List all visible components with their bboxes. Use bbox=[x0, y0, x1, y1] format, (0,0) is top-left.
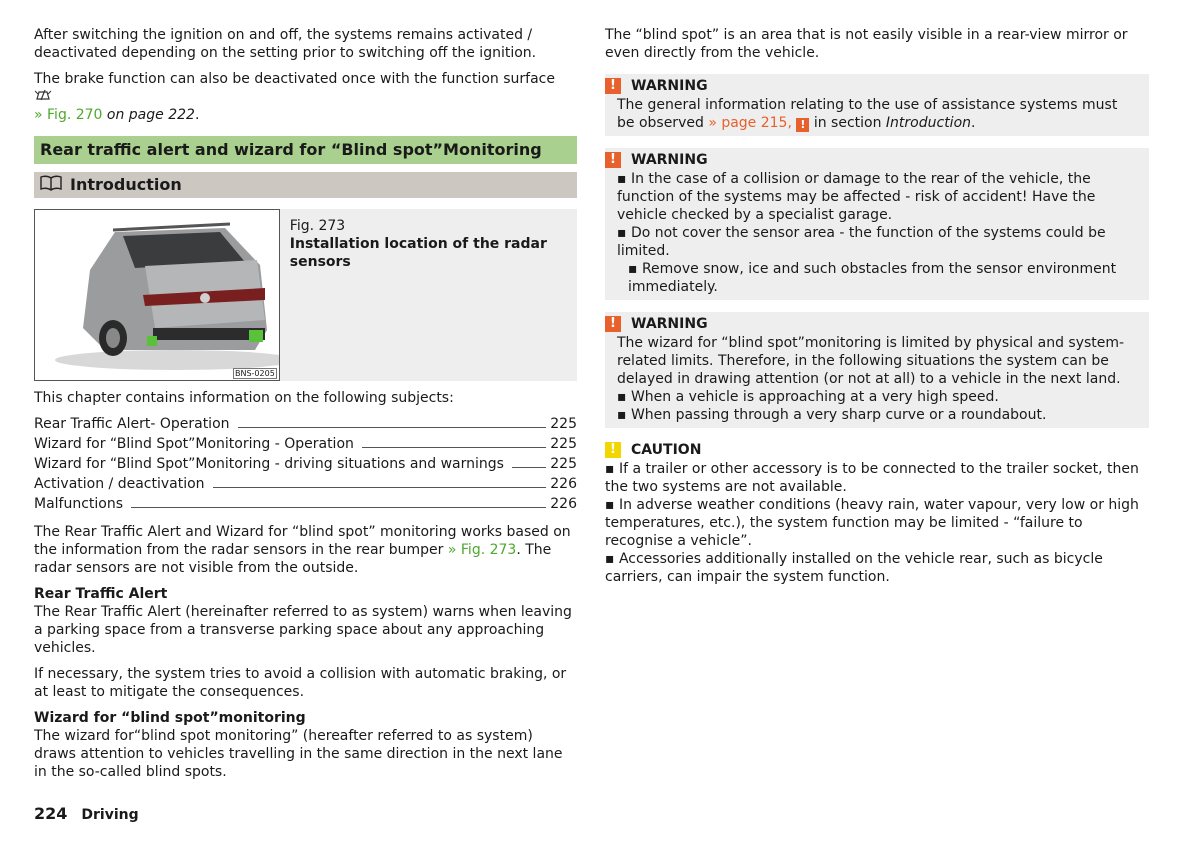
list-subitem: ▪ Remove snow, ice and such obstacles from the sensor environment immediately. bbox=[628, 261, 1117, 295]
page-footer bbox=[34, 805, 139, 824]
toc-item[interactable]: Wizard for “Blind Spot”Monitoring - Operation 225 bbox=[34, 436, 577, 452]
book-icon bbox=[40, 175, 62, 196]
radar-sensor-car-image bbox=[34, 209, 280, 381]
page-number: 224 bbox=[34, 804, 68, 823]
list-item: ▪ When passing through a very sharp curve or a roundabout. bbox=[617, 407, 1047, 423]
warning-title: WARNING bbox=[631, 316, 708, 332]
caution-title: CAUTION bbox=[631, 442, 702, 458]
link-fig-273[interactable]: » Fig. 273 bbox=[447, 542, 517, 558]
warning-title: WARNING bbox=[631, 78, 708, 94]
warning-box-1 bbox=[605, 74, 1149, 136]
introduction-heading: Introduction bbox=[34, 172, 577, 198]
warning-text: The wizard for “blind spot”monitoring is limited by physical and system-related limits. Therefore, in the following situations the system can be delayed in drawing attention (or not at all) to a vehicle in the next land. bbox=[617, 335, 1125, 387]
list-item: ▪ In the case of a collision or damage to the rear of the vehicle, the function of the systems may be affected - risk of accident! Have the vehicle checked by a specialist garage. bbox=[617, 171, 1096, 223]
figure-title: Installation location of the radar sensors bbox=[289, 236, 547, 270]
link-page-215[interactable]: » page 215, bbox=[708, 115, 792, 131]
list-item: ▪ Accessories additionally installed on the vehicle rear, such as bicycle carriers, can impair the system function. bbox=[605, 551, 1103, 585]
toc-item[interactable]: Malfunctions 226 bbox=[34, 496, 577, 512]
toc-item[interactable]: Rear Traffic Alert- Operation 225 bbox=[34, 416, 577, 432]
list-item: ▪ If a trailer or other accessory is to be connected to the trailer socket, then the two systems are not available. bbox=[605, 461, 1139, 495]
list-item: ▪ Do not cover the sensor area - the function of the systems could be limited. bbox=[617, 225, 1106, 259]
figure-caption bbox=[280, 209, 577, 381]
figure-code: BNS-0205 bbox=[234, 369, 275, 378]
paragraph-rear-traffic-alert: The Rear Traffic Alert (hereinafter referred to as system) warns when leaving a parking space from a transverse parking space about any approaching vehicles. bbox=[34, 604, 572, 656]
figure-number: Fig. 273 bbox=[289, 218, 346, 234]
heading-rear-traffic-alert: Rear Traffic Alert bbox=[34, 586, 168, 602]
table-of-contents bbox=[34, 415, 577, 515]
warning-box-3 bbox=[605, 312, 1149, 428]
right-column bbox=[605, 26, 1149, 586]
caution-icon: ! bbox=[605, 442, 621, 458]
footer-section: Driving bbox=[81, 807, 139, 823]
rear-car-brake-icon bbox=[34, 89, 52, 105]
list-item: ▪ When a vehicle is approaching at a very high speed. bbox=[617, 389, 999, 405]
paragraph-brake-function: The brake function can also be deactivated once with the function surface » Fig. 270 on page 222. bbox=[34, 71, 555, 123]
warning-icon: ! bbox=[605, 316, 621, 332]
paragraph-blind-spot: The wizard for“blind spot monitoring” (hereafter referred to as system) draws attention to vehicles travelling in the same direction in the next lane in the so-called blind spots. bbox=[34, 728, 563, 780]
section-heading: Rear traffic alert and wizard for “Blind spot”Monitoring bbox=[34, 136, 577, 164]
warning-icon: ! bbox=[605, 78, 621, 94]
figure-273 bbox=[34, 209, 577, 381]
heading-blind-spot: Wizard for “blind spot”monitoring bbox=[34, 710, 306, 726]
link-fig-270[interactable]: » Fig. 270 bbox=[34, 107, 103, 123]
warning-box-2 bbox=[605, 148, 1149, 300]
caution-block bbox=[605, 440, 1149, 586]
warning-title: WARNING bbox=[631, 152, 708, 168]
paragraph-automatic-braking: If necessary, the system tries to avoid a collision with automatic braking, or at least to mitigate the consequences. bbox=[34, 666, 567, 700]
toc-item[interactable]: Wizard for “Blind Spot”Monitoring - driving situations and warnings 225 bbox=[34, 456, 577, 472]
chapter-intro: This chapter contains information on the following subjects: bbox=[34, 390, 454, 406]
warning-text: The general information relating to the use of assistance systems must be observed » page 215, ! in section Introduction. bbox=[617, 97, 1118, 131]
paragraph-ignition: After switching the ignition on and off, the systems remains activated / deactivated depending on the setting prior to switching off the ignition. bbox=[34, 27, 537, 61]
left-column bbox=[34, 26, 577, 789]
warning-icon: ! bbox=[796, 118, 809, 132]
paragraph-radar-sensors: The Rear Traffic Alert and Wizard for “blind spot” monitoring works based on the information from the radar sensors in the rear bumper » Fig. 273. The radar sensors are not visible from the outside. bbox=[34, 524, 571, 576]
paragraph-blind-spot-definition: The “blind spot” is an area that is not easily visible in a rear-view mirror or even directly from the vehicle. bbox=[605, 27, 1128, 61]
warning-icon: ! bbox=[605, 152, 621, 168]
toc-item[interactable]: Activation / deactivation 226 bbox=[34, 476, 577, 492]
list-item: ▪ In adverse weather conditions (heavy rain, water vapour, very low or high temperatures, etc.), the system function may be limited - “failure to recognise a vehicle”. bbox=[605, 497, 1139, 549]
